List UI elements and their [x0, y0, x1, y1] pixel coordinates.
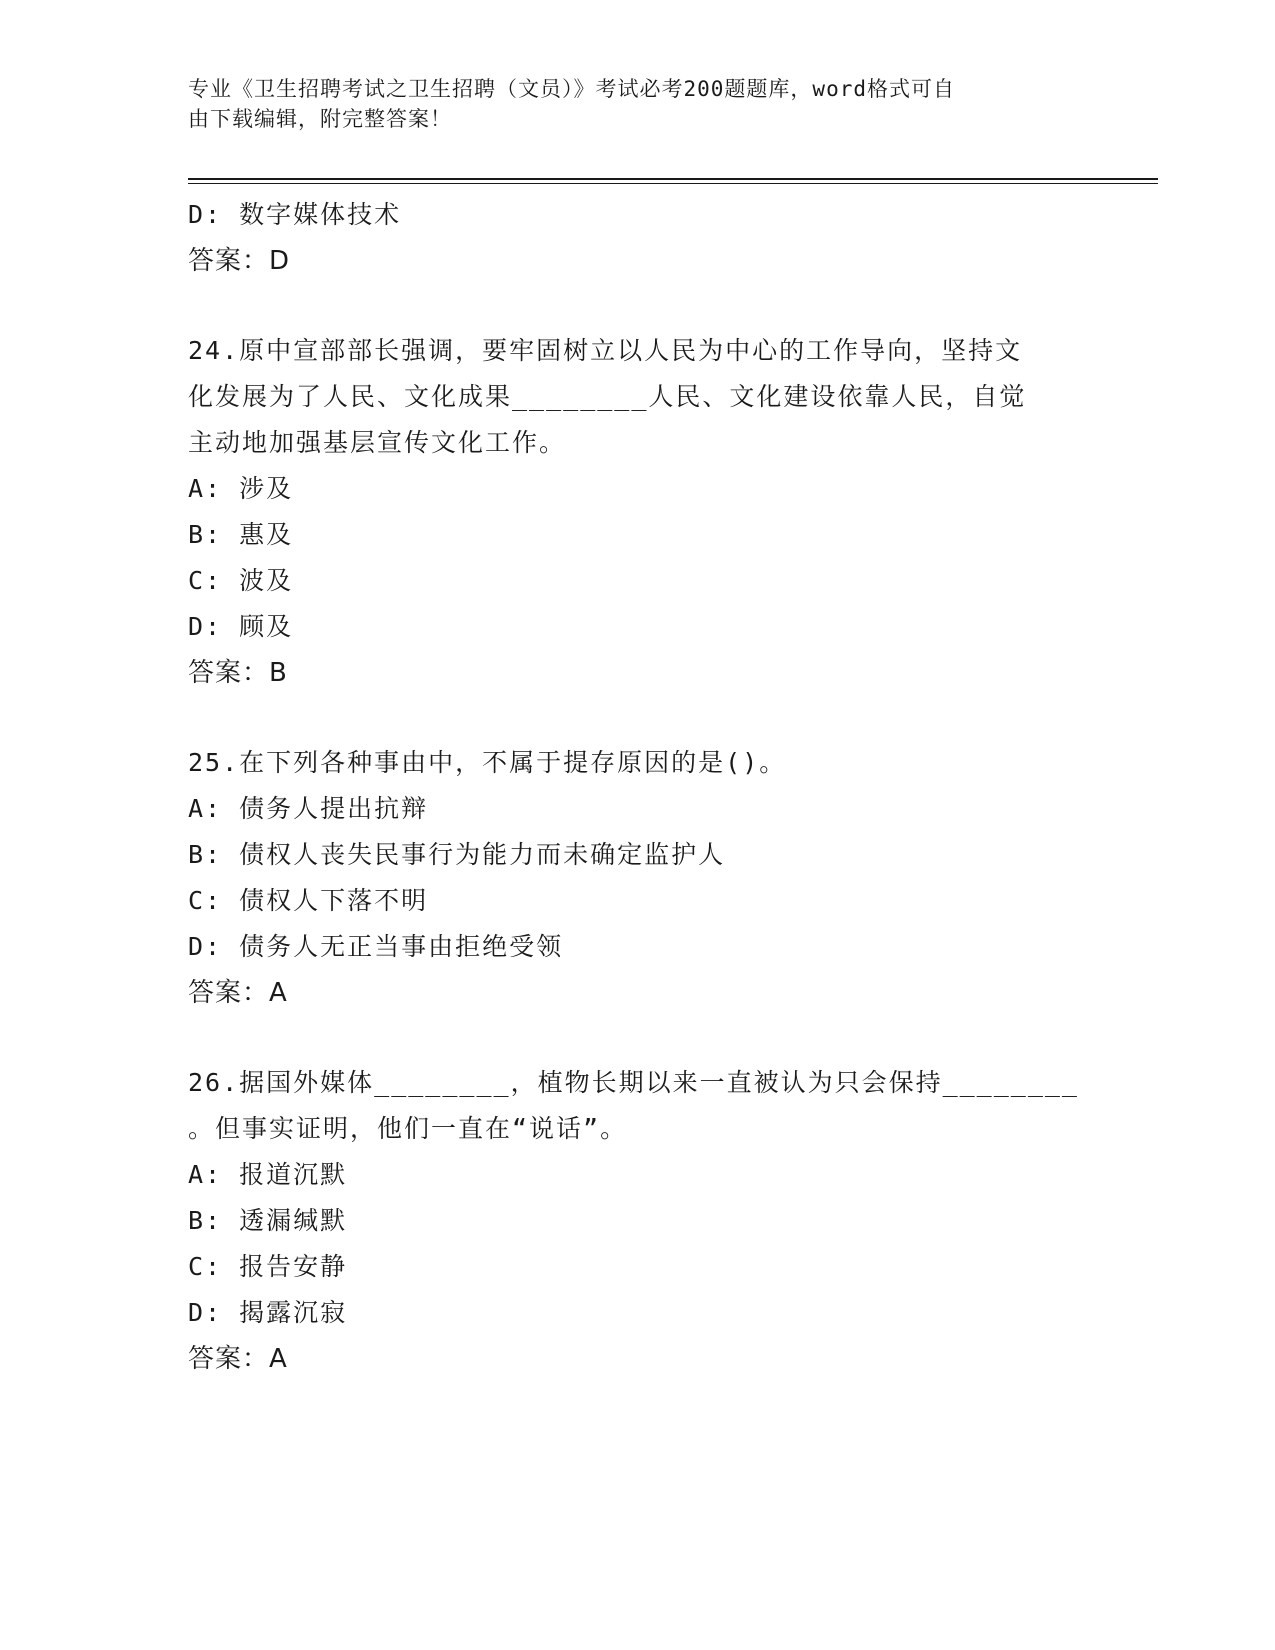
question-text-line: 化发展为了人民、文化成果________人民、文化建设依靠人民，自觉 — [188, 382, 1027, 411]
question-26 — [188, 1060, 1088, 1382]
question-text-line: 。但事实证明，他们一直在“说话”。 — [188, 1114, 628, 1143]
option-a: A: 债务人提出抗辩 — [188, 794, 429, 823]
header-divider-thick — [188, 178, 1158, 180]
option-d: D: 揭露沉寂 — [188, 1298, 348, 1327]
option-c: C: 波及 — [188, 566, 294, 595]
header-line-2: 由下载编辑，附完整答案！ — [188, 107, 452, 131]
answer: 答案：A — [188, 978, 288, 1008]
question-text-line: 主动地加强基层宣传文化工作。 — [188, 428, 567, 457]
question-text-line: 24.原中宣部部长强调，要牢固树立以人民为中心的工作导向，坚持文 — [188, 336, 1023, 365]
question-24 — [188, 328, 1088, 696]
option-b: B: 债权人丧失民事行为能力而未确定监护人 — [188, 840, 726, 869]
option-d: D: 顾及 — [188, 612, 294, 641]
option-d: D: 债务人无正当事由拒绝受领 — [188, 932, 564, 961]
option-c: C: 报告安静 — [188, 1252, 348, 1281]
option-a: A: 涉及 — [188, 474, 294, 503]
prev-question-option-d: D: 数字媒体技术 — [188, 200, 402, 229]
option-a: A: 报道沉默 — [188, 1160, 348, 1189]
option-c: C: 债权人下落不明 — [188, 886, 429, 915]
document-header — [188, 74, 1068, 134]
header-line-1: 专业《卫生招聘考试之卫生招聘（文员）》考试必考200题题库，word格式可自 — [188, 77, 955, 101]
question-25 — [188, 740, 1088, 1016]
question-text-line: 25.在下列各种事由中，不属于提存原因的是()。 — [188, 748, 787, 777]
prev-question-answer: 答案：D — [188, 246, 291, 276]
option-b: B: 透漏缄默 — [188, 1206, 348, 1235]
question-content — [188, 192, 1088, 1382]
option-b: B: 惠及 — [188, 520, 294, 549]
answer: 答案：B — [188, 658, 288, 688]
answer: 答案：A — [188, 1344, 288, 1374]
document-page — [188, 0, 1158, 1650]
question-text-line: 26.据国外媒体________，植物长期以来一直被认为只会保持________ — [188, 1068, 1079, 1097]
header-divider-thin — [188, 183, 1158, 184]
